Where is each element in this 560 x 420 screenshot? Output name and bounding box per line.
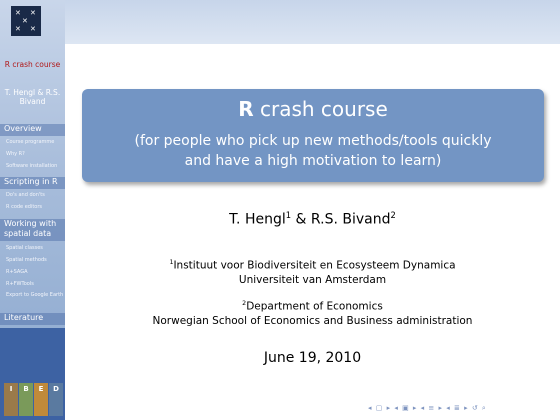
slide-title: R crash course (238, 97, 388, 121)
sidebar-item-why-r[interactable]: Why R? (6, 151, 25, 157)
sidebar-section-overview[interactable]: Overview (0, 124, 65, 136)
sidebar-item-dos-donts[interactable]: Do's and don'ts (6, 192, 45, 198)
sidebar-item-spatial-methods[interactable]: Spatial methods (6, 257, 47, 263)
sidebar-section-literature[interactable]: Literature (0, 313, 65, 325)
affiliation-2: $^2$Department of Economics Norwegian School of Economics and Business administration (152, 300, 473, 327)
nav-subsection-icon[interactable]: ◂ ▣ ▸ (394, 404, 418, 412)
badge-letter: B (19, 383, 33, 416)
university-logo: ✕ ✕ ✕ ✕ ✕ (11, 6, 41, 36)
authors-line: T. Hengl$^1$ & R.S. Bivand$^2$ (229, 210, 396, 228)
sidebar-short-title[interactable]: R crash course (4, 60, 61, 69)
sidebar-item-google-earth[interactable]: Export to Google Earth (6, 292, 64, 298)
badge-letter: D (49, 383, 63, 416)
header-bar (65, 0, 560, 44)
sidebar-section-spatial-data[interactable]: Working with spatial data (0, 219, 65, 241)
nav-appendix-icon[interactable]: ◂ ≣ ▸ (446, 404, 469, 412)
sidebar-item-spatial-classes[interactable]: Spatial classes (6, 245, 43, 251)
badge-letter: I (4, 383, 18, 416)
sidebar-section-scripting[interactable]: Scripting in R (0, 177, 65, 189)
badge-letter: E (34, 383, 48, 416)
beamer-navigation[interactable] (368, 404, 554, 413)
presentation-date: June 19, 2010 (263, 350, 362, 366)
title-block (82, 89, 544, 182)
sidebar-short-authors[interactable]: T. Hengl & R.S. Bivand (4, 88, 61, 106)
sidebar-item-r-fwtools[interactable]: R+FWTools (6, 281, 34, 287)
slide-subtitle: (for people who pick up new methods/tools quickly and have a high motivation to learn) (134, 133, 492, 169)
sidebar-item-r-saga[interactable]: R+SAGA (6, 269, 28, 275)
sidebar-item-code-editors[interactable]: R code editors (6, 204, 43, 210)
nav-search-icon[interactable]: ↺ ⌕ (471, 404, 487, 412)
nav-frame-icon[interactable]: ◂ ▢ ▸ (368, 404, 392, 412)
nav-section-icon[interactable]: ◂ ≡ ▸ (420, 404, 443, 412)
sidebar-item-course-programme[interactable]: Course programme (6, 139, 55, 145)
affiliation-1: $^1$Instituut voor Biodiversiteit en Ecosysteem Dynamica Universiteit van Amsterdam (169, 259, 456, 286)
sidebar-item-software-installation[interactable]: Software installation (6, 163, 58, 169)
ibed-badge (4, 383, 64, 416)
